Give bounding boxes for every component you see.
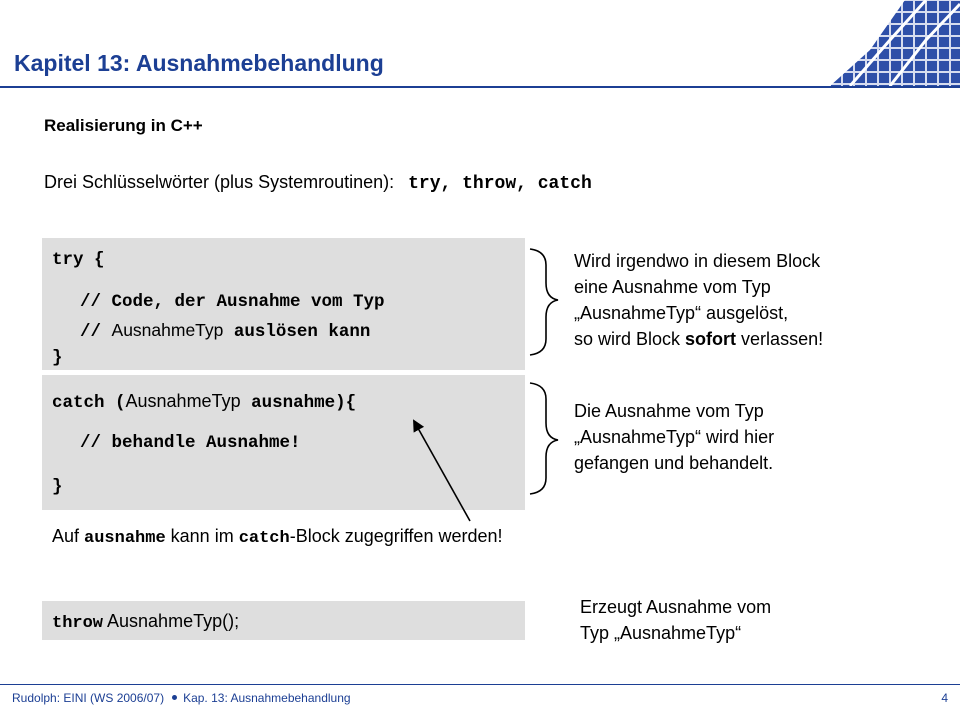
note-line [574,326,823,352]
brace-catch [530,383,558,494]
note-line: eine Ausnahme vom Typ [574,277,771,297]
throw-code-block [42,601,525,640]
catch-explanation [574,398,774,476]
note-fragment: so wird Block [574,329,686,349]
code-line: } [52,348,63,368]
code-line: } [52,477,63,497]
code-fragment: // [80,322,112,342]
keywords-intro: Drei Schlüsselwörter (plus Systemroutinen): [44,172,395,192]
footer-info [12,691,351,705]
keywords-code: try, throw, catch [408,174,592,194]
code-line: // behandle Ausnahme! [80,433,301,453]
brace-try [530,249,558,355]
note-line: gefangen und behandelt. [574,453,774,473]
access-note [52,526,503,548]
code-fragment: catch [238,529,290,548]
note-fragment: kann im [165,526,239,546]
keywords-line [44,172,592,194]
code-fragment: ausnahme){ [240,393,357,413]
note-line: Typ „AusnahmeTyp“ [580,623,742,643]
code-line [52,611,239,633]
code-line: try { [52,250,105,270]
section-heading: Realisierung in C++ [44,116,203,135]
code-line [52,391,356,413]
title-divider [0,86,960,88]
try-code-block [42,238,525,370]
try-explanation [574,248,823,352]
code-keyword: throw [52,614,104,633]
university-logo [830,0,960,86]
note-line: „AusnahmeTyp“ ausgelöst, [574,303,789,323]
code-type-name: AusnahmeTyp [111,320,224,340]
page-number: 4 [941,691,948,705]
code-fragment: auslösen kann [223,322,371,342]
footer-chapter: Kap. 13: Ausnahmebehandlung [183,691,351,705]
note-line: „AusnahmeTyp“ wird hier [574,427,775,447]
note-line: Wird irgendwo in diesem Block [574,251,821,271]
code-fragment: catch ( [52,393,126,413]
slide-title: Kapitel 13: Ausnahmebehandlung [14,50,384,76]
note-fragment: -Block zugegriffen werden! [289,526,503,546]
code-fragment: AusnahmeTyp(); [103,611,240,631]
code-line: // Code, der Ausnahme vom Typ [80,292,385,312]
throw-explanation [580,594,771,646]
footer-course: Rudolph: EINI (WS 2006/07) [12,691,165,705]
catch-code-block [42,375,525,510]
note-line: Die Ausnahme vom Typ [574,401,764,421]
note-fragment: verlassen! [736,329,824,349]
note-line: Erzeugt Ausnahme vom [580,597,772,617]
bullet-icon [172,695,177,700]
note-emphasis: sofort [685,329,737,349]
code-line [80,320,370,342]
code-type-name: AusnahmeTyp [125,391,241,411]
note-fragment: Auf [52,526,85,546]
code-fragment: ausnahme [84,529,166,548]
footer-divider [0,684,960,685]
